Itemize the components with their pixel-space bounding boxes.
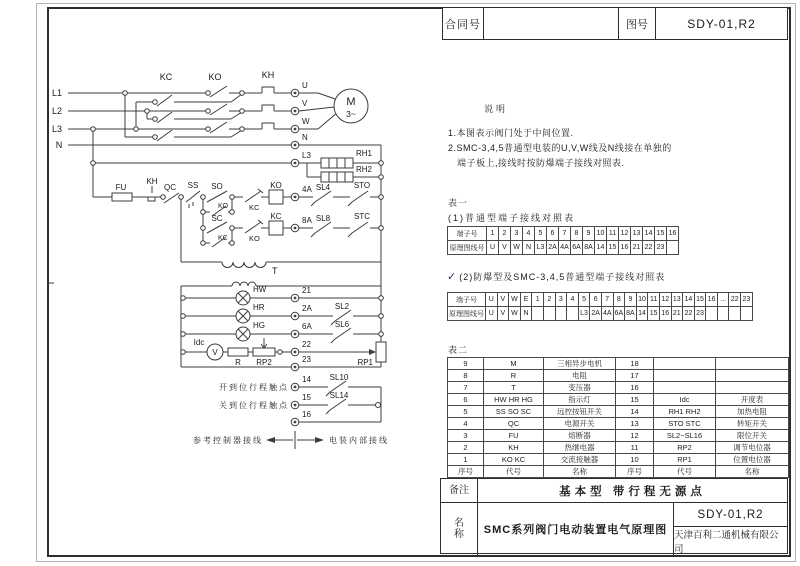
table-cell: 17 xyxy=(616,370,654,382)
line-label-l3: L3 xyxy=(51,124,63,134)
table-cell: 6A xyxy=(571,241,583,255)
table-row xyxy=(448,358,789,370)
thermal-label-kh: KH xyxy=(261,70,275,80)
table-cell: 2 xyxy=(448,442,484,454)
table-cell: 15 xyxy=(607,241,619,255)
table-cell: 4A xyxy=(601,307,613,321)
table-cell: 转矩开关 xyxy=(716,418,789,430)
table-cell: 15 xyxy=(648,307,660,321)
table1-caption: 表一 xyxy=(448,198,469,208)
table-cell: W xyxy=(509,307,521,321)
table-cell: 代号 xyxy=(654,466,716,478)
drawing-no-company-column xyxy=(674,503,787,555)
table-cell: M xyxy=(484,358,544,370)
table-cell: 22 xyxy=(729,293,741,307)
term-label-2a: 2A xyxy=(302,304,312,313)
holding-contact-label-kc: KC xyxy=(218,235,228,242)
table-cell: N xyxy=(520,307,532,321)
term-label-w: W xyxy=(302,117,310,126)
table-cell: 13 xyxy=(616,418,654,430)
table-cell: 3 xyxy=(555,293,567,307)
table-cell: 8A xyxy=(583,241,595,255)
table-cell xyxy=(667,241,679,255)
travel-contacts xyxy=(219,373,381,422)
table-cell: 10 xyxy=(595,227,607,241)
interlock-label-kc: KC xyxy=(249,203,260,212)
table-cell: 电源开关 xyxy=(544,418,616,430)
table-cell: 5 xyxy=(578,293,590,307)
contactor-label-kc: KC xyxy=(159,72,173,82)
meter-label-idc: Idc xyxy=(193,338,205,347)
pot-label-rp2: RP2 xyxy=(256,358,272,367)
terminal-table-standard xyxy=(447,226,679,255)
table-cell: 14 xyxy=(643,227,655,241)
left-arrowhead xyxy=(266,437,275,443)
table-cell: 4A xyxy=(559,241,571,255)
title-block-bottom xyxy=(440,478,788,554)
line-label-n: N xyxy=(55,140,63,150)
table-cell: 11 xyxy=(648,293,660,307)
table-cell xyxy=(654,370,716,382)
contract-no-label: 合同号 xyxy=(443,8,484,39)
table-cell: 2 xyxy=(543,293,555,307)
position-pot-rp1 xyxy=(376,342,386,362)
table-cell: 6 xyxy=(547,227,559,241)
table-cell: 6 xyxy=(448,394,484,406)
table3-caption: 表二 xyxy=(448,345,469,355)
table-cell: 三相异步电机 xyxy=(544,358,616,370)
table-cell: FU xyxy=(484,430,544,442)
table-cell: 名称 xyxy=(544,466,616,478)
table-cell: 3 xyxy=(511,227,523,241)
name-row xyxy=(441,503,787,555)
table-cell: 6 xyxy=(590,293,602,307)
table-cell: 7 xyxy=(448,382,484,394)
table-cell: 8 xyxy=(448,370,484,382)
table-cell: 交流接触器 xyxy=(544,454,616,466)
table-cell: 14 xyxy=(683,293,695,307)
table2-subtitle-row xyxy=(447,270,665,283)
lamp-label-hw: HW xyxy=(253,285,267,294)
contract-no-value xyxy=(484,8,619,39)
table-cell xyxy=(706,307,718,321)
switch-label-qc: QC xyxy=(164,183,176,192)
table-row xyxy=(448,394,789,406)
table-cell xyxy=(567,307,579,321)
table-cell: 14 xyxy=(595,241,607,255)
table-cell: R xyxy=(484,370,544,382)
term-label-4a: 4A xyxy=(302,185,312,194)
table-row xyxy=(448,442,789,454)
contactor-label-ko: KO xyxy=(208,72,222,82)
table-cell: U xyxy=(486,293,498,307)
table-cell: ... xyxy=(717,293,729,307)
rp1-wiper-arrow xyxy=(369,349,376,355)
table-cell: 4 xyxy=(523,227,535,241)
notes-heading: 说明 xyxy=(484,104,509,114)
remark-row xyxy=(441,479,787,503)
switch-label-ss: SS xyxy=(187,181,199,190)
limit-label-sl6: SL6 xyxy=(334,320,350,329)
table-row xyxy=(448,241,679,255)
terminal-point xyxy=(291,89,299,426)
table-cell: 22 xyxy=(683,307,695,321)
heater-circuit xyxy=(93,129,381,197)
check-mark: ✓ xyxy=(447,271,458,283)
table-cell: 11 xyxy=(607,227,619,241)
table-cell: 8 xyxy=(613,293,625,307)
table-cell xyxy=(716,370,789,382)
table-cell: STO STC xyxy=(654,418,716,430)
table-cell: 指示灯 xyxy=(544,394,616,406)
term-label-14: 14 xyxy=(302,375,311,384)
table-cell: W xyxy=(511,241,523,255)
table-cell: 5 xyxy=(535,227,547,241)
limit-label-sl10: SL10 xyxy=(329,373,349,382)
table-cell: 21 xyxy=(631,241,643,255)
table-cell xyxy=(717,307,729,321)
internal-wiring-caption: 电装内部接线 xyxy=(329,436,389,445)
drawing-no-bottom: SDY-01,R2 xyxy=(674,503,787,527)
table-cell: L3 xyxy=(578,307,590,321)
table-cell: SS SO SC xyxy=(484,406,544,418)
table-cell: 9 xyxy=(583,227,595,241)
phase-terminal-labels xyxy=(302,81,310,142)
table-row xyxy=(448,370,789,382)
table-cell: 序号 xyxy=(448,466,484,478)
button-label-so: SO xyxy=(211,182,223,191)
term-label-22: 22 xyxy=(302,340,311,349)
table-cell: 12 xyxy=(616,430,654,442)
drawing-no-value: SDY-01,R2 xyxy=(687,16,756,31)
note-line-3: 端子板上,接线时按防爆端子接线对照表. xyxy=(457,158,625,168)
limit-label-sl2: SL2 xyxy=(334,302,350,311)
table-cell: 2 xyxy=(499,227,511,241)
indicator-circuit xyxy=(181,285,386,367)
motor-m-label: M xyxy=(346,96,356,108)
table-cell: 变压器 xyxy=(544,382,616,394)
table-cell: 序号 xyxy=(616,466,654,478)
torque-label-stc: STC xyxy=(354,212,370,221)
table-cell: SL2~SL16 xyxy=(654,430,716,442)
table-cell: 16 xyxy=(659,307,671,321)
table-row xyxy=(448,454,789,466)
table-cell: 18 xyxy=(616,358,654,370)
title-block-top xyxy=(442,7,788,40)
table-cell xyxy=(654,382,716,394)
table-cell: 16 xyxy=(616,382,654,394)
table-cell: 1 xyxy=(448,454,484,466)
table-cell: 8A xyxy=(625,307,637,321)
remark-value: 基本型 带行程无源点 xyxy=(559,485,706,498)
term-label-6a: 6A xyxy=(302,322,312,331)
table-cell: 22 xyxy=(643,241,655,255)
table-cell: 8 xyxy=(571,227,583,241)
table-row xyxy=(448,466,789,478)
table-cell: 16 xyxy=(667,227,679,241)
table-cell xyxy=(654,358,716,370)
note-line-1: 1.本图表示阀门处于中间位置. xyxy=(448,128,574,138)
table-cell: 2A xyxy=(590,307,602,321)
table-cell: 调节电位器 xyxy=(716,442,789,454)
table-cell: QC xyxy=(484,418,544,430)
table-cell: 端子号 xyxy=(448,227,487,241)
table-cell: 代号 xyxy=(484,466,544,478)
lamp-label-hg: HG xyxy=(253,321,265,330)
table-cell: V xyxy=(497,293,509,307)
table-row xyxy=(448,227,679,241)
table-cell: 6A xyxy=(613,307,625,321)
table-cell: 14 xyxy=(616,406,654,418)
limit-label-sl4: SL4 xyxy=(315,183,331,192)
table-cell: RP2 xyxy=(654,442,716,454)
interlock-label-ko: KO xyxy=(249,234,260,243)
torque-label-sto: STO xyxy=(353,181,371,190)
holding-contact-label-ko: KO xyxy=(218,203,229,210)
table-cell: 15 xyxy=(694,293,706,307)
table-row xyxy=(448,418,789,430)
table-cell: RP1 xyxy=(654,454,716,466)
table-cell: RH1 RH2 xyxy=(654,406,716,418)
limit-label-sl14: SL14 xyxy=(329,391,349,400)
table-cell: 15 xyxy=(616,394,654,406)
table-row xyxy=(448,293,753,307)
table-cell: 23 xyxy=(741,293,753,307)
term-label-21: 21 xyxy=(302,286,311,295)
lamp-label-hr: HR xyxy=(253,303,265,312)
table-cell: 9 xyxy=(625,293,637,307)
table-cell: KH xyxy=(484,442,544,454)
term-label-15: 15 xyxy=(302,393,311,402)
table-cell: V xyxy=(499,241,511,255)
drawing-no-label: 图号 xyxy=(619,8,656,39)
right-arrowhead xyxy=(315,437,324,443)
table-row xyxy=(448,382,789,394)
table-cell: 远控按钮开关 xyxy=(544,406,616,418)
table-cell: 1 xyxy=(487,227,499,241)
term-label-23: 23 xyxy=(302,355,311,364)
table-cell: 4 xyxy=(448,418,484,430)
voltmeter-letter: V xyxy=(212,348,218,357)
table-cell: 13 xyxy=(631,227,643,241)
thermal-contact-label-kh: KH xyxy=(146,177,158,186)
term-label-8a: 8A xyxy=(302,216,312,225)
line-label-l2: L2 xyxy=(51,106,63,116)
boundary-arrows xyxy=(193,431,389,449)
table-cell: 9 xyxy=(448,358,484,370)
table-cell: 16 xyxy=(706,293,718,307)
control-circuit-open xyxy=(93,177,381,243)
table-cell: 16 xyxy=(619,241,631,255)
table-cell xyxy=(729,307,741,321)
table-cell xyxy=(716,382,789,394)
table1-subtitle: (1)普通型端子接线对照表 xyxy=(448,213,576,223)
transformer-symbol xyxy=(181,197,381,286)
table-cell: 10 xyxy=(616,454,654,466)
term-label-u: U xyxy=(302,81,308,90)
table-row xyxy=(448,406,789,418)
close-limit-caption: 关到位行程触点 xyxy=(219,401,289,410)
name-label-char1: 名 xyxy=(454,518,464,529)
term-label-16: 16 xyxy=(302,410,311,419)
table-cell: 5 xyxy=(448,406,484,418)
table-cell: 7 xyxy=(559,227,571,241)
table-cell: 熔断器 xyxy=(544,430,616,442)
table-cell: N xyxy=(523,241,535,255)
table-cell: 21 xyxy=(671,307,683,321)
table-cell: T xyxy=(484,382,544,394)
table-cell: 电阻 xyxy=(544,370,616,382)
company-name: 天津百利二通机械有限公司 xyxy=(674,530,779,555)
table-cell xyxy=(543,307,555,321)
table-cell: 热继电器 xyxy=(544,442,616,454)
table-cell: 限位开关 xyxy=(716,430,789,442)
button-label-sc: SC xyxy=(211,214,223,223)
table-cell: 名称 xyxy=(716,466,789,478)
table-cell xyxy=(532,307,544,321)
table-cell: 7 xyxy=(601,293,613,307)
name-label xyxy=(441,503,478,555)
heater-label-rh2: RH2 xyxy=(356,165,373,174)
table-cell xyxy=(555,307,567,321)
table-cell: 加热电阻 xyxy=(716,406,789,418)
table-cell: 23 xyxy=(655,241,667,255)
table2-subtitle: (2)防爆型及SMC-3,4,5普通型端子接线对照表 xyxy=(459,272,666,282)
note-line-2: 2.SMC-3,4,5普通型电装的U,V,W线及N线接在单独的 xyxy=(448,143,672,153)
table-cell: L3 xyxy=(535,241,547,255)
table-cell: W xyxy=(509,293,521,307)
table-row xyxy=(448,307,753,321)
coil-label-kc: KC xyxy=(270,212,282,221)
table-cell: V xyxy=(497,307,509,321)
table-cell: 10 xyxy=(636,293,648,307)
resistor-label-r: R xyxy=(235,358,241,367)
pot-label-rp1: RP1 xyxy=(357,358,373,367)
terminal-symbols xyxy=(291,89,299,426)
line-label-l1: L1 xyxy=(51,88,63,98)
table-cell: 14 xyxy=(636,307,648,321)
drawing-title: SMC系列阀门电动装置电气原理图 xyxy=(478,503,674,555)
table-cell: 原理图线号 xyxy=(448,241,487,255)
fuse-label-fu: FU xyxy=(115,183,127,192)
table-cell: 13 xyxy=(671,293,683,307)
table-cell: 23 xyxy=(694,307,706,321)
table-cell: 开度表 xyxy=(716,394,789,406)
table-cell: U xyxy=(486,307,498,321)
table-cell: HW HR HG xyxy=(484,394,544,406)
table-cell: 11 xyxy=(616,442,654,454)
limit-label-sl8: SL8 xyxy=(315,214,331,223)
name-label-char2: 称 xyxy=(454,529,464,540)
term-label-n: N xyxy=(302,133,308,142)
term-label-v: V xyxy=(302,99,308,108)
table-cell: E xyxy=(520,293,532,307)
table-cell: 位置电位器 xyxy=(716,454,789,466)
table-cell xyxy=(741,307,753,321)
remark-label: 备注 xyxy=(441,479,478,502)
table-cell xyxy=(716,358,789,370)
table-cell: 1 xyxy=(532,293,544,307)
table-cell: 端子号 xyxy=(448,293,486,307)
table-cell: 2A xyxy=(547,241,559,255)
open-limit-caption: 开到位行程触点 xyxy=(219,383,289,392)
term-label-l3: L3 xyxy=(302,151,311,160)
reversing-contactors xyxy=(125,70,274,141)
component-table xyxy=(447,357,789,478)
table-row xyxy=(448,430,789,442)
transformer-label-t: T xyxy=(272,266,278,276)
table-cell: KO KC xyxy=(484,454,544,466)
table-cell: 15 xyxy=(655,227,667,241)
table-cell: 12 xyxy=(659,293,671,307)
table-cell: 4 xyxy=(567,293,579,307)
heater-label-rh1: RH1 xyxy=(356,149,373,158)
terminal-table-explosionproof xyxy=(447,292,753,321)
table-cell: 12 xyxy=(619,227,631,241)
controller-wiring-caption: 参考控制器接线 xyxy=(193,436,263,445)
motor-phase-label: 3~ xyxy=(346,109,356,119)
table-cell: Idc xyxy=(654,394,716,406)
table-cell: 3 xyxy=(448,430,484,442)
table-cell: U xyxy=(487,241,499,255)
coil-label-ko: KO xyxy=(270,181,282,190)
table-cell: 原理图线号 xyxy=(448,307,486,321)
